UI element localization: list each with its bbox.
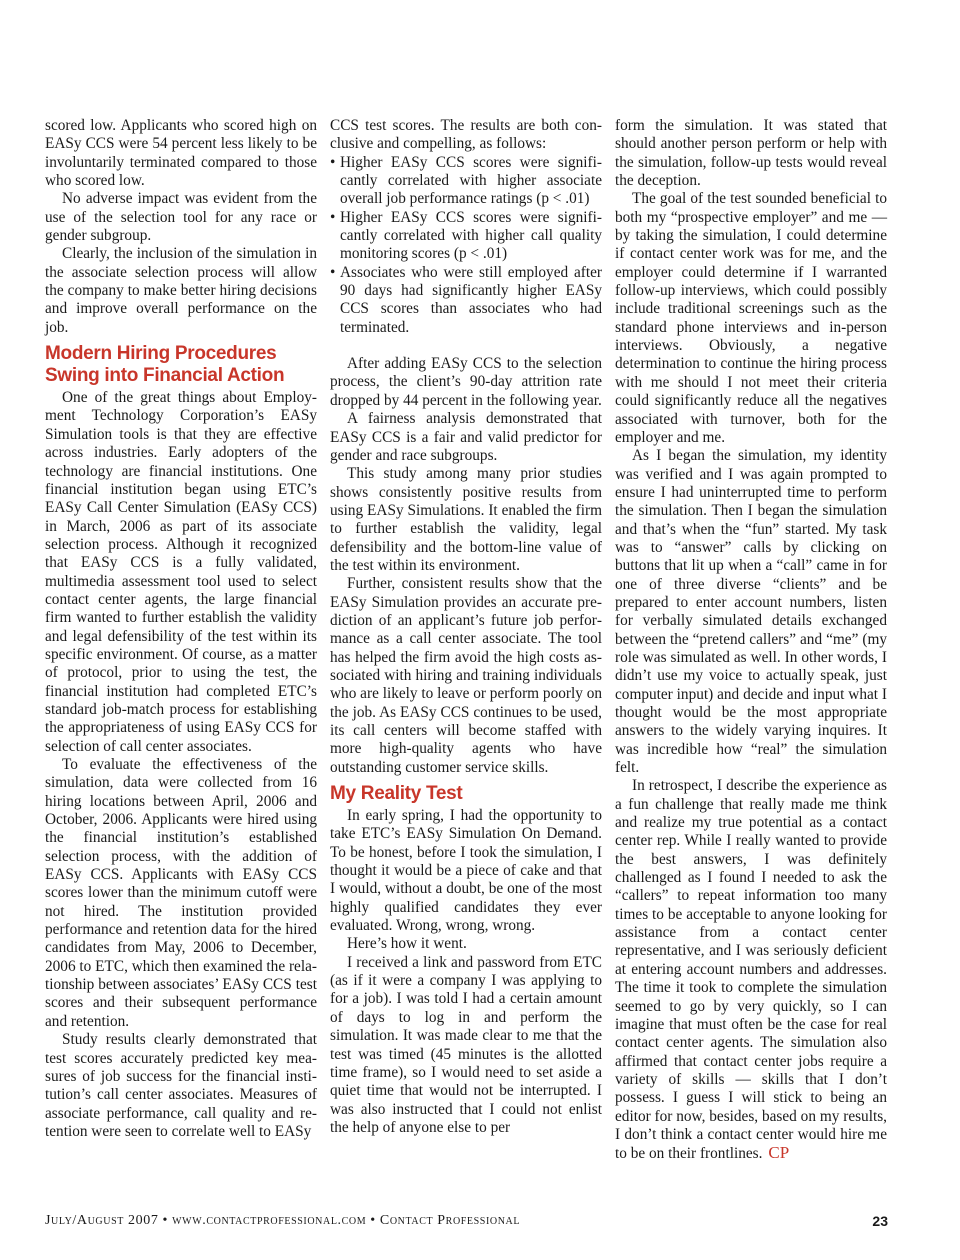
paragraph: Study results clearly demonstrated that test scores accurately predicted key measures of job success for the financial institution’s call center associates. Measures of associate performance, call quality and retention were seen to correlate well to EASy <box>45 1031 317 1140</box>
paragraph: No adverse impact was evident from the use of the selection tool for any race or gender subgroup. <box>45 190 317 245</box>
paragraph: scored low. Applicants who scored high on EASy CCS were 54 percent less likely to be involuntarily terminated compared to those who scored low. <box>45 117 317 190</box>
paragraph: In early spring, I had the opportunity to take ETC’s EASy Simulation On Demand. To be honest, before I took the simulation, I thought it would be a piece of cake and that I would, without a doubt, be one of the most highly qualified candidates they ever evaluated. Wrong, wrong, wrong. <box>330 807 602 935</box>
list-item-text: Associates who were still employed after 90 days had significantly higher EASy CCS scores than associates who had terminated. <box>340 263 602 336</box>
paragraph <box>615 777 887 1163</box>
heading-line: Modern Hiring Procedures <box>45 343 277 365</box>
bullet-icon: • <box>330 263 336 281</box>
end-mark-cp: CP <box>768 1143 790 1163</box>
paragraph: This study among many prior studies shows consistently positive results from using EASy Simulations. It enabled the firm to further establish the validity, legal defensibility and the bottom-line value of the test within its environment. <box>330 465 602 574</box>
page-footer <box>45 1212 888 1230</box>
list-item-text: Higher EASy CCS scores were significantly correlated with higher associate overall job performance ratings (p < .01) <box>340 153 602 208</box>
paragraph-text: In retrospect, I describe the experience as a fun challenge that really made me think and realize my true potential as a contact center rep. While I really wanted to provide the best answers, I was definitely challenged as I found I needed to ask the “callers” to repeat information too many times to be acceptable to anyone looking for assistance from a contact center representative, and I was seriously deficient at entering account numbers and addresses. The time it took to complete the simulation seemed to go by very quickly, so I can imagine that must often be the case for real contact center agents. The simulation also affirmed that contact center jobs require a variety of skills — skills that I don’t possess. I guess I will stick to being an editor for now, besides, based on my results, I don’t think a contact center would hire me to be on their frontlines. <box>615 777 887 1163</box>
paragraph: CCS test scores. The results are both conclusive and compelling, as follows: <box>330 117 602 153</box>
footer-publication-info: July/August 2007 • www.contactprofessional.com • Contact Professional <box>45 1213 521 1228</box>
bullet-icon: • <box>330 153 336 171</box>
paragraph: Here’s how it went. <box>347 935 467 953</box>
section-heading-reality-test: My Reality Test <box>330 783 463 805</box>
paragraph: form the simulation. It was stated that should another person perform or help with the simulation, follow-up tests would reveal the deception. <box>615 117 887 190</box>
paragraph: A fairness analysis demonstrated that EASy CCS is a fair and valid predictor for gender and race subgroups. <box>330 410 602 464</box>
spacer <box>330 337 602 355</box>
column-1 <box>45 117 317 1141</box>
results-bullet-list <box>330 154 602 337</box>
page-number: 23 <box>872 1213 888 1229</box>
section-heading-modern-hiring <box>45 343 317 387</box>
paragraph: Further, consistent results show that the EASy Simulation provides an accurate prediction of an applicant’s future job performance as a call center associate. The tool has helped the firm avoid the high costs associated with hiring and training individuals who are likely to leave or perform poorly on the job. As EASy CCS continues to be used, its call centers will become staffed with more high-quality agents who have outstanding customer service skills. <box>330 575 602 776</box>
paragraph: As I began the simulation, my identity was verified and I was again prompted to ensure I had uninterrupted time to perform the simulation. Then I began the simulation and that’s when the “fun” started. My task was to “answer” calls by clicking on buttons that lit up when a “call” came in for one of three diverse “clients” and be prepared to enter account numbers, listen for verbally simulated details exchanged between the “pretend callers” and “me” (my role was simulated as well. In other words, I didn’t use my voice to actually speak, just computer input) and decide and input what I thought would be the most appropriate answers to the widely varying inquires. It was incredible how “real” the simulation felt. <box>615 447 887 777</box>
paragraph: To evaluate the effectiveness of the simulation, data were collected from 16 hiring locations between April, 2006 and October, 2006. Applicants were hired using the financial institution’s established selection process, with the addition of EASy CCS. Applicants with EASy CCS scores lower than the minimum cutoff were not hired. The institution provided performance and retention data for the hired candidates from May, 2006 to December, 2006 to ETC, which then examined the relationship between associates’ EASy CCS test scores and their subsequent performance and retention. <box>45 756 317 1030</box>
paragraph: I received a link and password from ETC (as if it were a company I was applying to for a job). I was told I had a certain amount of days to log in and perform the simulation. It was made clear to me that the test was timed (45 minutes is the allotted time frame), so I would need to set aside a quiet time that would not be interrupted. I was also instructed that I could not enlist the help of anyone else to per <box>330 953 602 1136</box>
paragraph: Clearly, the inclusion of the simulation in the associate selection process will allow the company to make better hiring decisions and improve overall performance on the job. <box>45 245 317 336</box>
bullet-icon: • <box>330 208 336 226</box>
column-3 <box>615 117 887 1164</box>
heading-line: Swing into Financial Action <box>45 365 285 387</box>
list-item <box>330 264 602 337</box>
column-2 <box>330 117 602 1137</box>
paragraph: One of the great things about Employment Technology Corporation’s EASy Simulation tools is that they are effective across industries. Early adopters of the technology are financial institutions. One financial institution began using ETC’s EASy Call Center Simulation (EASy CCS) in March, 2006 as part of its associate selection process. Although it recognized that EASy CCS is a fully validated, multimedia assessment tool used to select contact center agents, the large financial firm wanted to further establish the validity and legal defensibility of the test within its specific environment. Of course, as a matter of protocol, prior to using the test, the financial institution had completed ETC’s standard job-match process for establishing the appropriateness of using EASy CCS for selection of call center associates. <box>45 389 317 755</box>
paragraph: After adding EASy CCS to the selection process, the client’s 90-day attrition rate dropped by 44 percent in the following year. <box>330 355 602 409</box>
list-item <box>330 209 602 264</box>
list-item <box>330 154 602 209</box>
list-item-text: Higher EASy CCS scores were significantly correlated with higher call quality monitoring scores (p < .01) <box>340 208 602 263</box>
paragraph: The goal of the test sounded beneficial to both my “prospective employer” and me — by taking the simulation, I could determine if contact center work was for me, and the employer could determine if I warranted follow-up interviews, which could possibly include traditional screenings such as the standard phone interviews and in-person interviews. Obviously, a negative determination to continue the hiring process with me should I not meet their criteria could significantly reduce all the negatives associated with turnover, both for the employer and me. <box>615 190 887 446</box>
